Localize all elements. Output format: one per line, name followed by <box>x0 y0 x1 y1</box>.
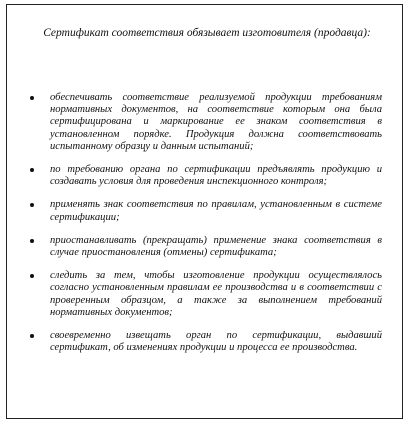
bullet-icon <box>30 203 34 207</box>
document-title: Сертификат соответствия обязывает изготовителя (продавца): <box>43 27 371 39</box>
bullet-icon <box>30 274 34 278</box>
bullet-icon <box>30 168 34 172</box>
list-item-text: приостанавливать (прекращать) применение знака соответствия в случае приостановления (отмены) сертификата; <box>50 234 382 259</box>
bullet-icon <box>30 96 34 100</box>
bullet-icon <box>30 334 34 338</box>
list-item <box>30 199 382 223</box>
list-item <box>30 330 382 354</box>
list-item <box>30 235 382 259</box>
list-item-text: своевременно извещать орган по сертификации, выдавший сертификат, об изменениях продукции и процесса ее производства. <box>50 330 382 354</box>
list-item-text: по требованию органа по сертификации предъявлять продукцию и создавать условия для проведения инспекционного контроля; <box>50 164 382 188</box>
list-item <box>30 92 382 153</box>
list-item-text: обеспечивать соответствие реализуемой продукции требованиям нормативных документов, на соответствие которым она была сертифицирована и маркирование ее знаком соответствия в установленном порядке. Продукция должна соответствовать испытанному образцу и данным испытаний; <box>50 92 382 152</box>
list-item <box>30 164 382 188</box>
obligations-list <box>30 92 382 365</box>
list-item-text: применять знак соответствия по правилам, установленным в системе сертификации; <box>50 199 382 223</box>
list-item <box>30 270 382 319</box>
list-item-text: следить за тем, чтобы изготовление продукции осуществлялось согласно установленным правилам ее производства и в соответствии с проверенным образцом, а также за выполнением требований нормативных документов; <box>50 270 382 318</box>
bullet-icon <box>30 239 34 243</box>
